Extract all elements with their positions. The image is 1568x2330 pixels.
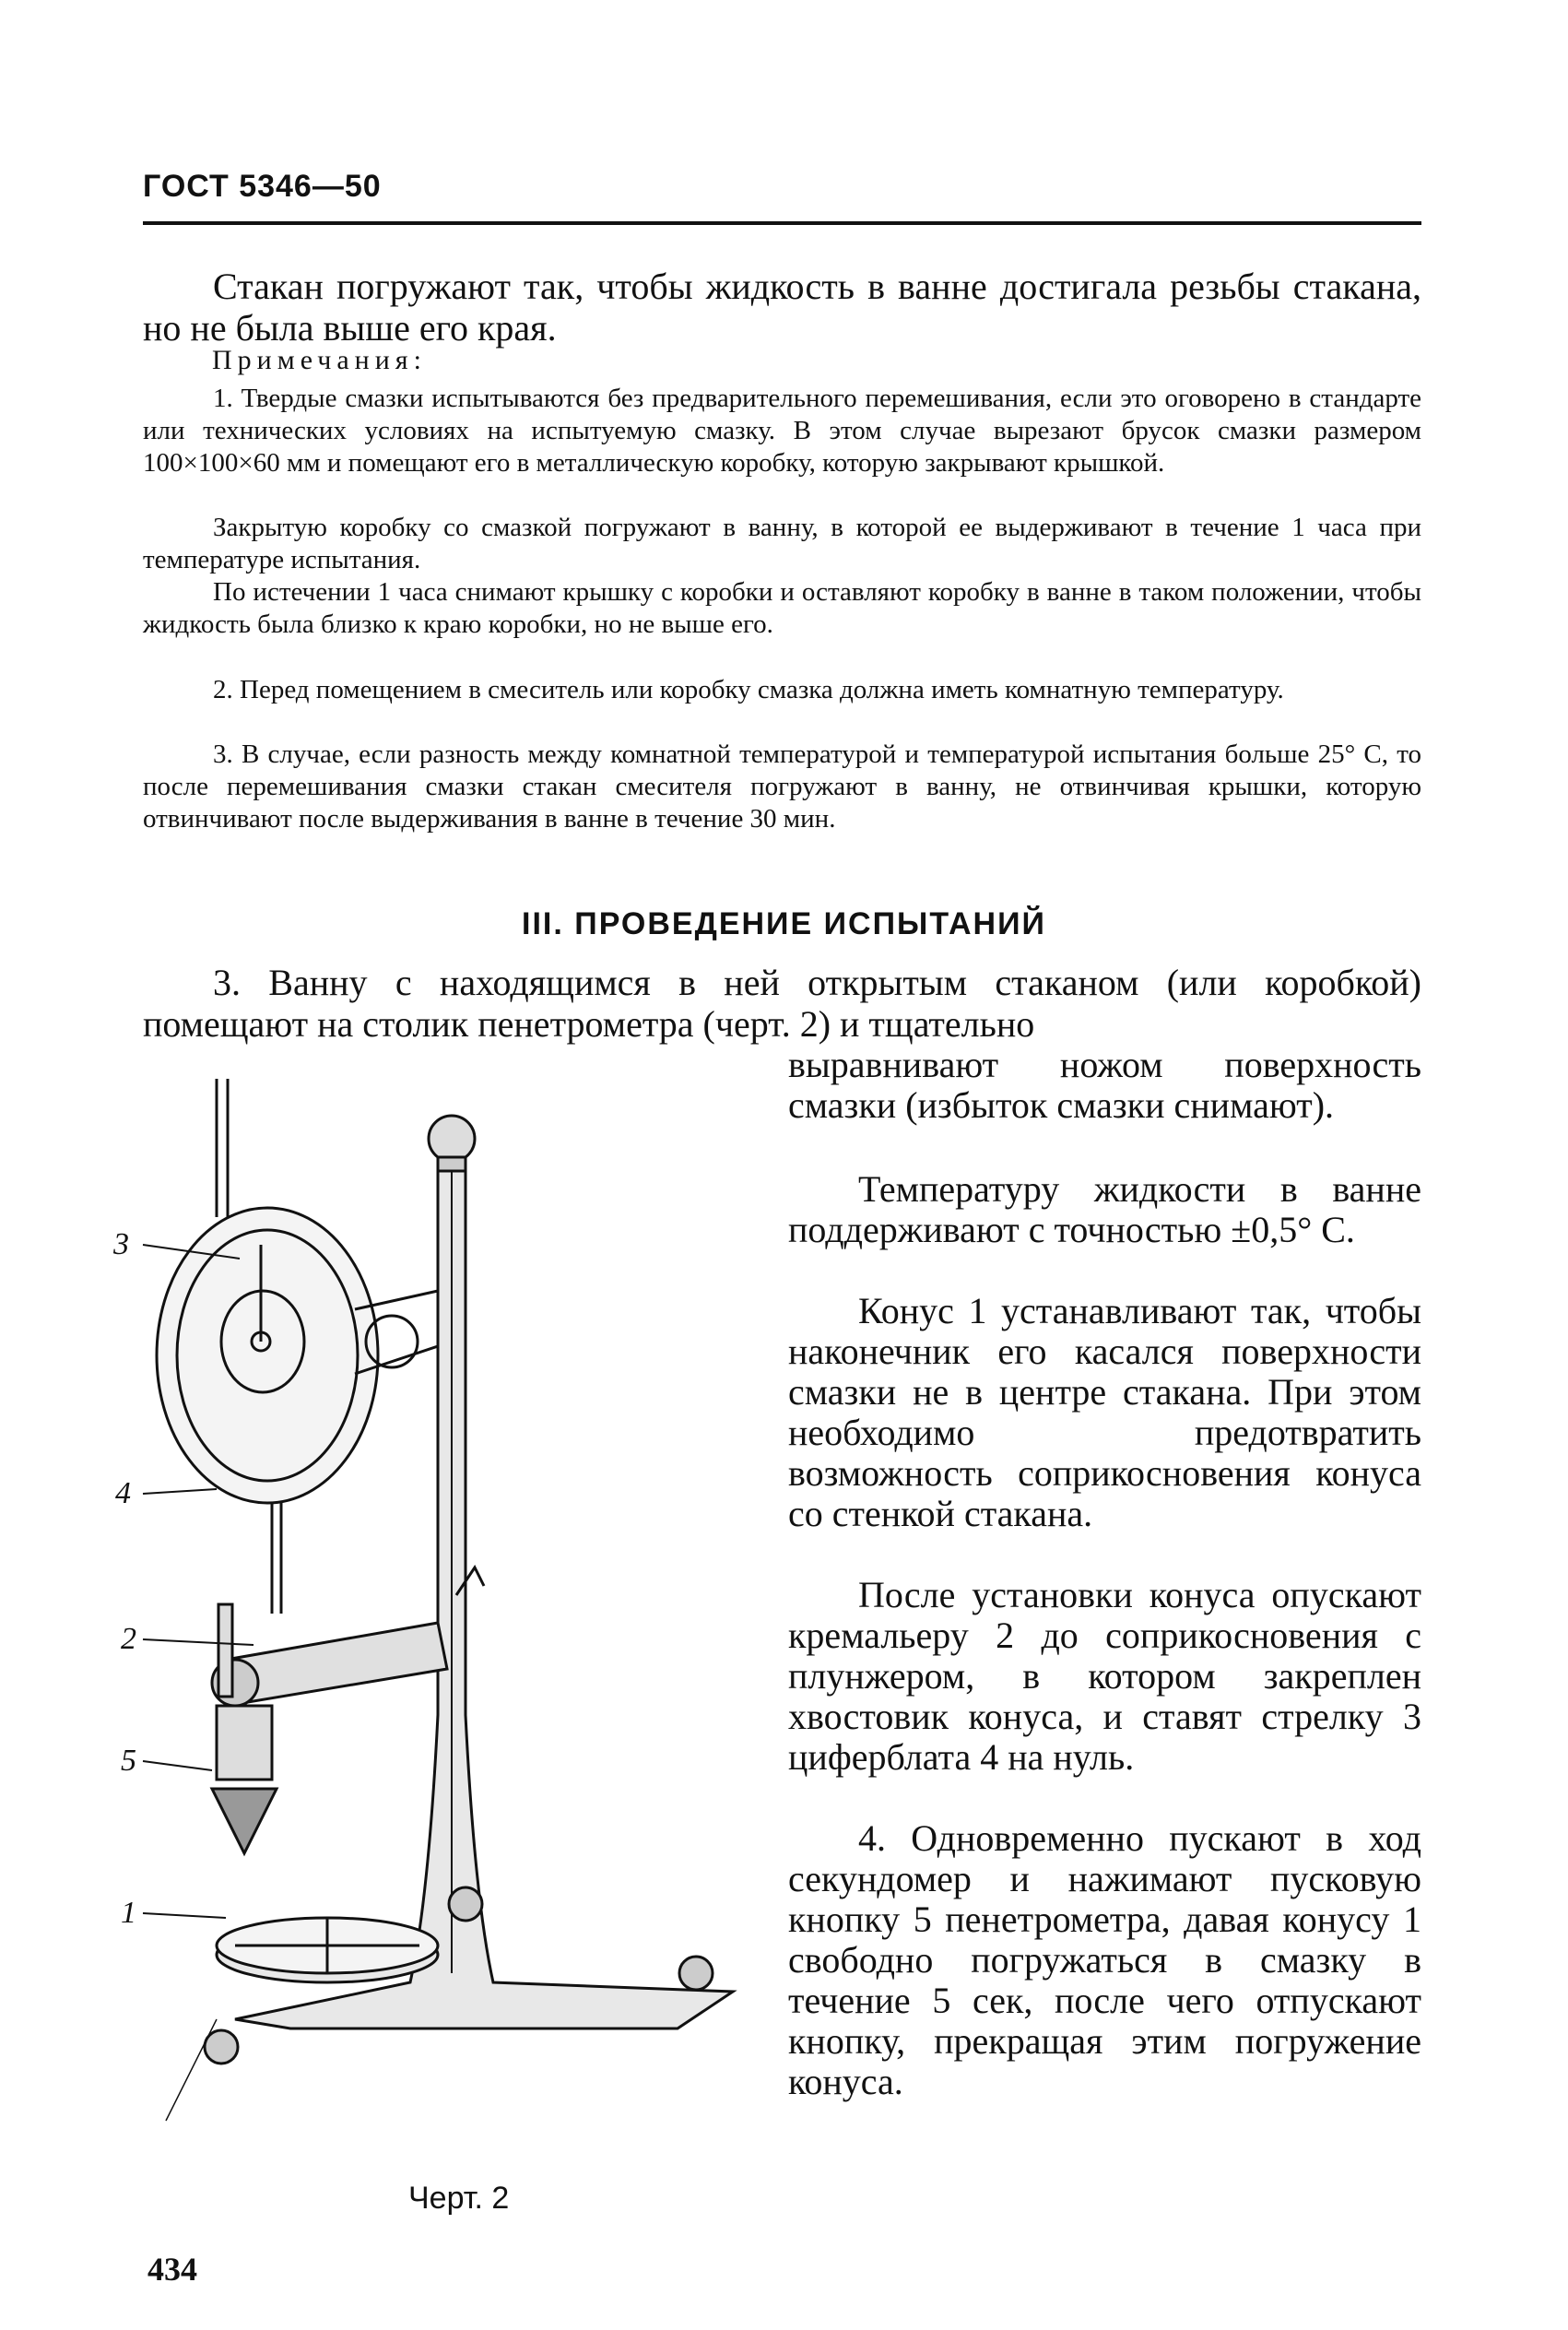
figure-label-2: 2	[121, 1622, 136, 1656]
paragraph-temperature: Температуру жидкости в ванне поддерживают с точностью ±0,5° С.	[788, 1168, 1421, 1250]
figure-label-4: 4	[115, 1476, 131, 1510]
note-1: 1. Твердые смазки испытываются без предварительного перемешивания, если это оговорено в стандарте или технических условиях на испытуемую смазку. В этом случае вырезают брусок смазки размером 100×100×60 мм и помещают его в металлическую коробку, которую закрывают крышкой.	[143, 384, 1421, 478]
paragraph-cone: Конус 1 устанавливают так, чтобы наконечник его касался поверхности смазки не в центре стакана. При этом необходимо предотвратить возможность соприкосновения конуса со стенкой стакана.	[788, 1290, 1421, 1534]
paragraph-after-cone: После установки конуса опускают кремальеру 2 до соприкосновения с плунжером, в котором закреплен хвостовик конуса, и ставят стрелку 3 циферблата 4 на нуль.	[788, 1574, 1421, 1778]
figure-label-5: 5	[121, 1744, 136, 1778]
penetrometer-figure	[113, 1070, 770, 2176]
header-rule	[143, 221, 1421, 225]
figure-caption: Черт. 2	[408, 2181, 510, 2216]
section-title: III. ПРОВЕДЕНИЕ ИСПЫТАНИЙ	[522, 906, 1046, 941]
figure-label-3: 3	[113, 1227, 129, 1261]
paragraph-4: 4. Одновременно пускают в ход секундомер и нажимают пусковую кнопку 5 пенетрометра, давая конусу 1 свободно погружаться в смазку в течение 5 сек, после чего отпускают кнопку, прекращая этим погружение конуса.	[788, 1817, 1421, 2102]
intro-paragraph: Стакан погружают так, чтобы жидкость в ванне достигала резьбы стакана, но не была выше его края.	[143, 266, 1421, 349]
notes-heading: Примечания:	[212, 345, 427, 375]
note-1-lid: По истечении 1 часа снимают крышку с коробки и оставляют коробку в ванне в таком положении, чтобы жидкость была близко к краю коробки, но не выше его.	[143, 577, 1421, 639]
paragraph-3-lead: 3. Ванну с находящимся в ней открытым стаканом (или коробкой) помещают на столик пенетрометра (черт. 2) и тщательно	[143, 962, 1421, 1045]
note-3: 3. В случае, если разность между комнатной температурой и температурой испытания больше 25° С, то после перемешивания смазки стакан смесителя погружают в ванну, не отвинчивая крышки, которую отвинчивают после выдерживания в ванне в течение 30 мин.	[143, 739, 1421, 834]
figure-label-1: 1	[121, 1896, 136, 1930]
paragraph-3-cont: выравнивают ножом поверхность смазки (избыток смазки снимают).	[788, 1044, 1421, 1126]
note-2: 2. Перед помещением в смеситель или коробку смазка должна иметь комнатную температуру.	[213, 675, 1284, 704]
note-1-box: Закрытую коробку со смазкой погружают в ванну, в которой ее выдерживают в течение 1 часа при температуре испытания.	[143, 513, 1421, 574]
document-header: ГОСТ 5346—50	[143, 169, 382, 204]
page-number: 434	[147, 2251, 197, 2288]
